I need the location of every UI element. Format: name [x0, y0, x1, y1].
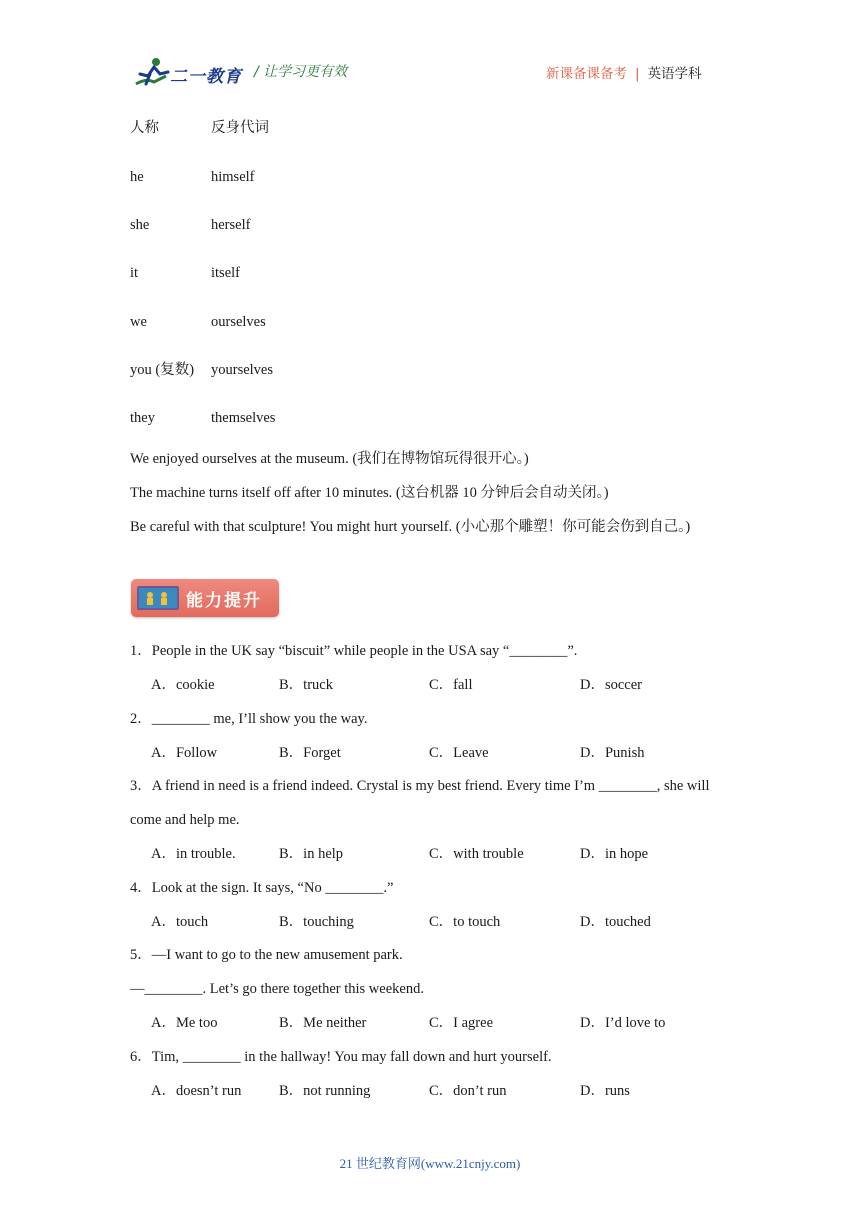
table-cell: it [130, 265, 139, 281]
table-cell: he [130, 169, 144, 185]
question-5: 5．—I want to go to the new amusement park. [130, 947, 403, 963]
question-3: 3．A friend in need is a friend indeed. Crystal is my best friend. Every time I’m ________, she will [130, 778, 710, 794]
table-cell: we [130, 314, 147, 330]
option-a: A．Me too [151, 1015, 218, 1031]
option-b: B．truck [279, 677, 333, 693]
option-b: B．not running [279, 1083, 371, 1099]
header-right [546, 62, 702, 82]
table-cell: ourselves [211, 314, 266, 330]
example-sentence: Be careful with that sculpture! You might hurt yourself. (小心那个雕塑！你可能会伤到自己。) [130, 519, 691, 535]
header-tagline: 新课备课备考 [546, 66, 627, 82]
header-subject: 英语学科 [647, 66, 702, 82]
table-cell: herself [211, 217, 251, 233]
question-1: 1．People in the UK say “biscuit” while people in the USA say “________”. [130, 643, 578, 659]
people-icon [137, 586, 179, 610]
slogan: / 让学习更有效 [254, 64, 348, 80]
option-c: C．don’t run [429, 1083, 507, 1099]
example-sentence: The machine turns itself off after 10 minutes. (这台机器 10 分钟后会自动关闭。) [130, 485, 609, 501]
option-d: D．soccer [580, 677, 643, 693]
option-d: D．touched [580, 914, 651, 930]
table-cell: you (复数) [130, 362, 195, 378]
option-c: C．Leave [429, 745, 489, 761]
option-c: C．with trouble [429, 846, 524, 862]
question-3-cont: come and help me. [130, 812, 240, 828]
section-title: 能力提升 [186, 591, 262, 611]
question-6: 6．Tim, ________ in the hallway! You may fall down and hurt yourself. [130, 1049, 552, 1065]
runner-logo-icon [132, 56, 172, 90]
example-sentence: We enjoyed ourselves at the museum. (我们在博物馆玩得很开心。) [130, 451, 529, 467]
table-header-person: 人称 [130, 120, 159, 136]
option-d: D．Punish [580, 745, 645, 761]
option-d: D．runs [580, 1083, 630, 1099]
option-a: A．Follow [151, 745, 218, 761]
option-b: B．Forget [279, 745, 341, 761]
option-a: A．cookie [151, 677, 215, 693]
logo-text: 二一教育 [170, 67, 242, 87]
question-5-cont: —________. Let’s go there together this weekend. [130, 981, 424, 997]
table-cell: itself [211, 265, 240, 281]
question-2: 2．________ me, I’ll show you the way. [130, 711, 368, 727]
option-c: C．I agree [429, 1015, 494, 1031]
table-cell: themselves [211, 410, 276, 426]
table-cell: she [130, 217, 150, 233]
header-separator: | [635, 66, 640, 82]
table-header-reflexive: 反身代词 [211, 120, 269, 136]
table-cell: himself [211, 169, 255, 185]
option-b: B．Me neither [279, 1015, 367, 1031]
section-badge [131, 579, 279, 617]
option-b: B．touching [279, 914, 354, 930]
option-a: A．in trouble. [151, 846, 236, 862]
option-a: A．touch [151, 914, 209, 930]
option-a: A．doesn’t run [151, 1083, 242, 1099]
question-4: 4．Look at the sign. It says, “No ________.” [130, 880, 394, 896]
option-c: C．fall [429, 677, 473, 693]
option-c: C．to touch [429, 914, 501, 930]
option-b: B．in help [279, 846, 344, 862]
table-cell: yourselves [211, 362, 274, 378]
option-d: D．I’d love to [580, 1015, 666, 1031]
footer-link[interactable]: 21 世纪教育网(www.21cnjy.com) [339, 1156, 521, 1171]
table-cell: they [130, 410, 155, 426]
option-d: D．in hope [580, 846, 649, 862]
